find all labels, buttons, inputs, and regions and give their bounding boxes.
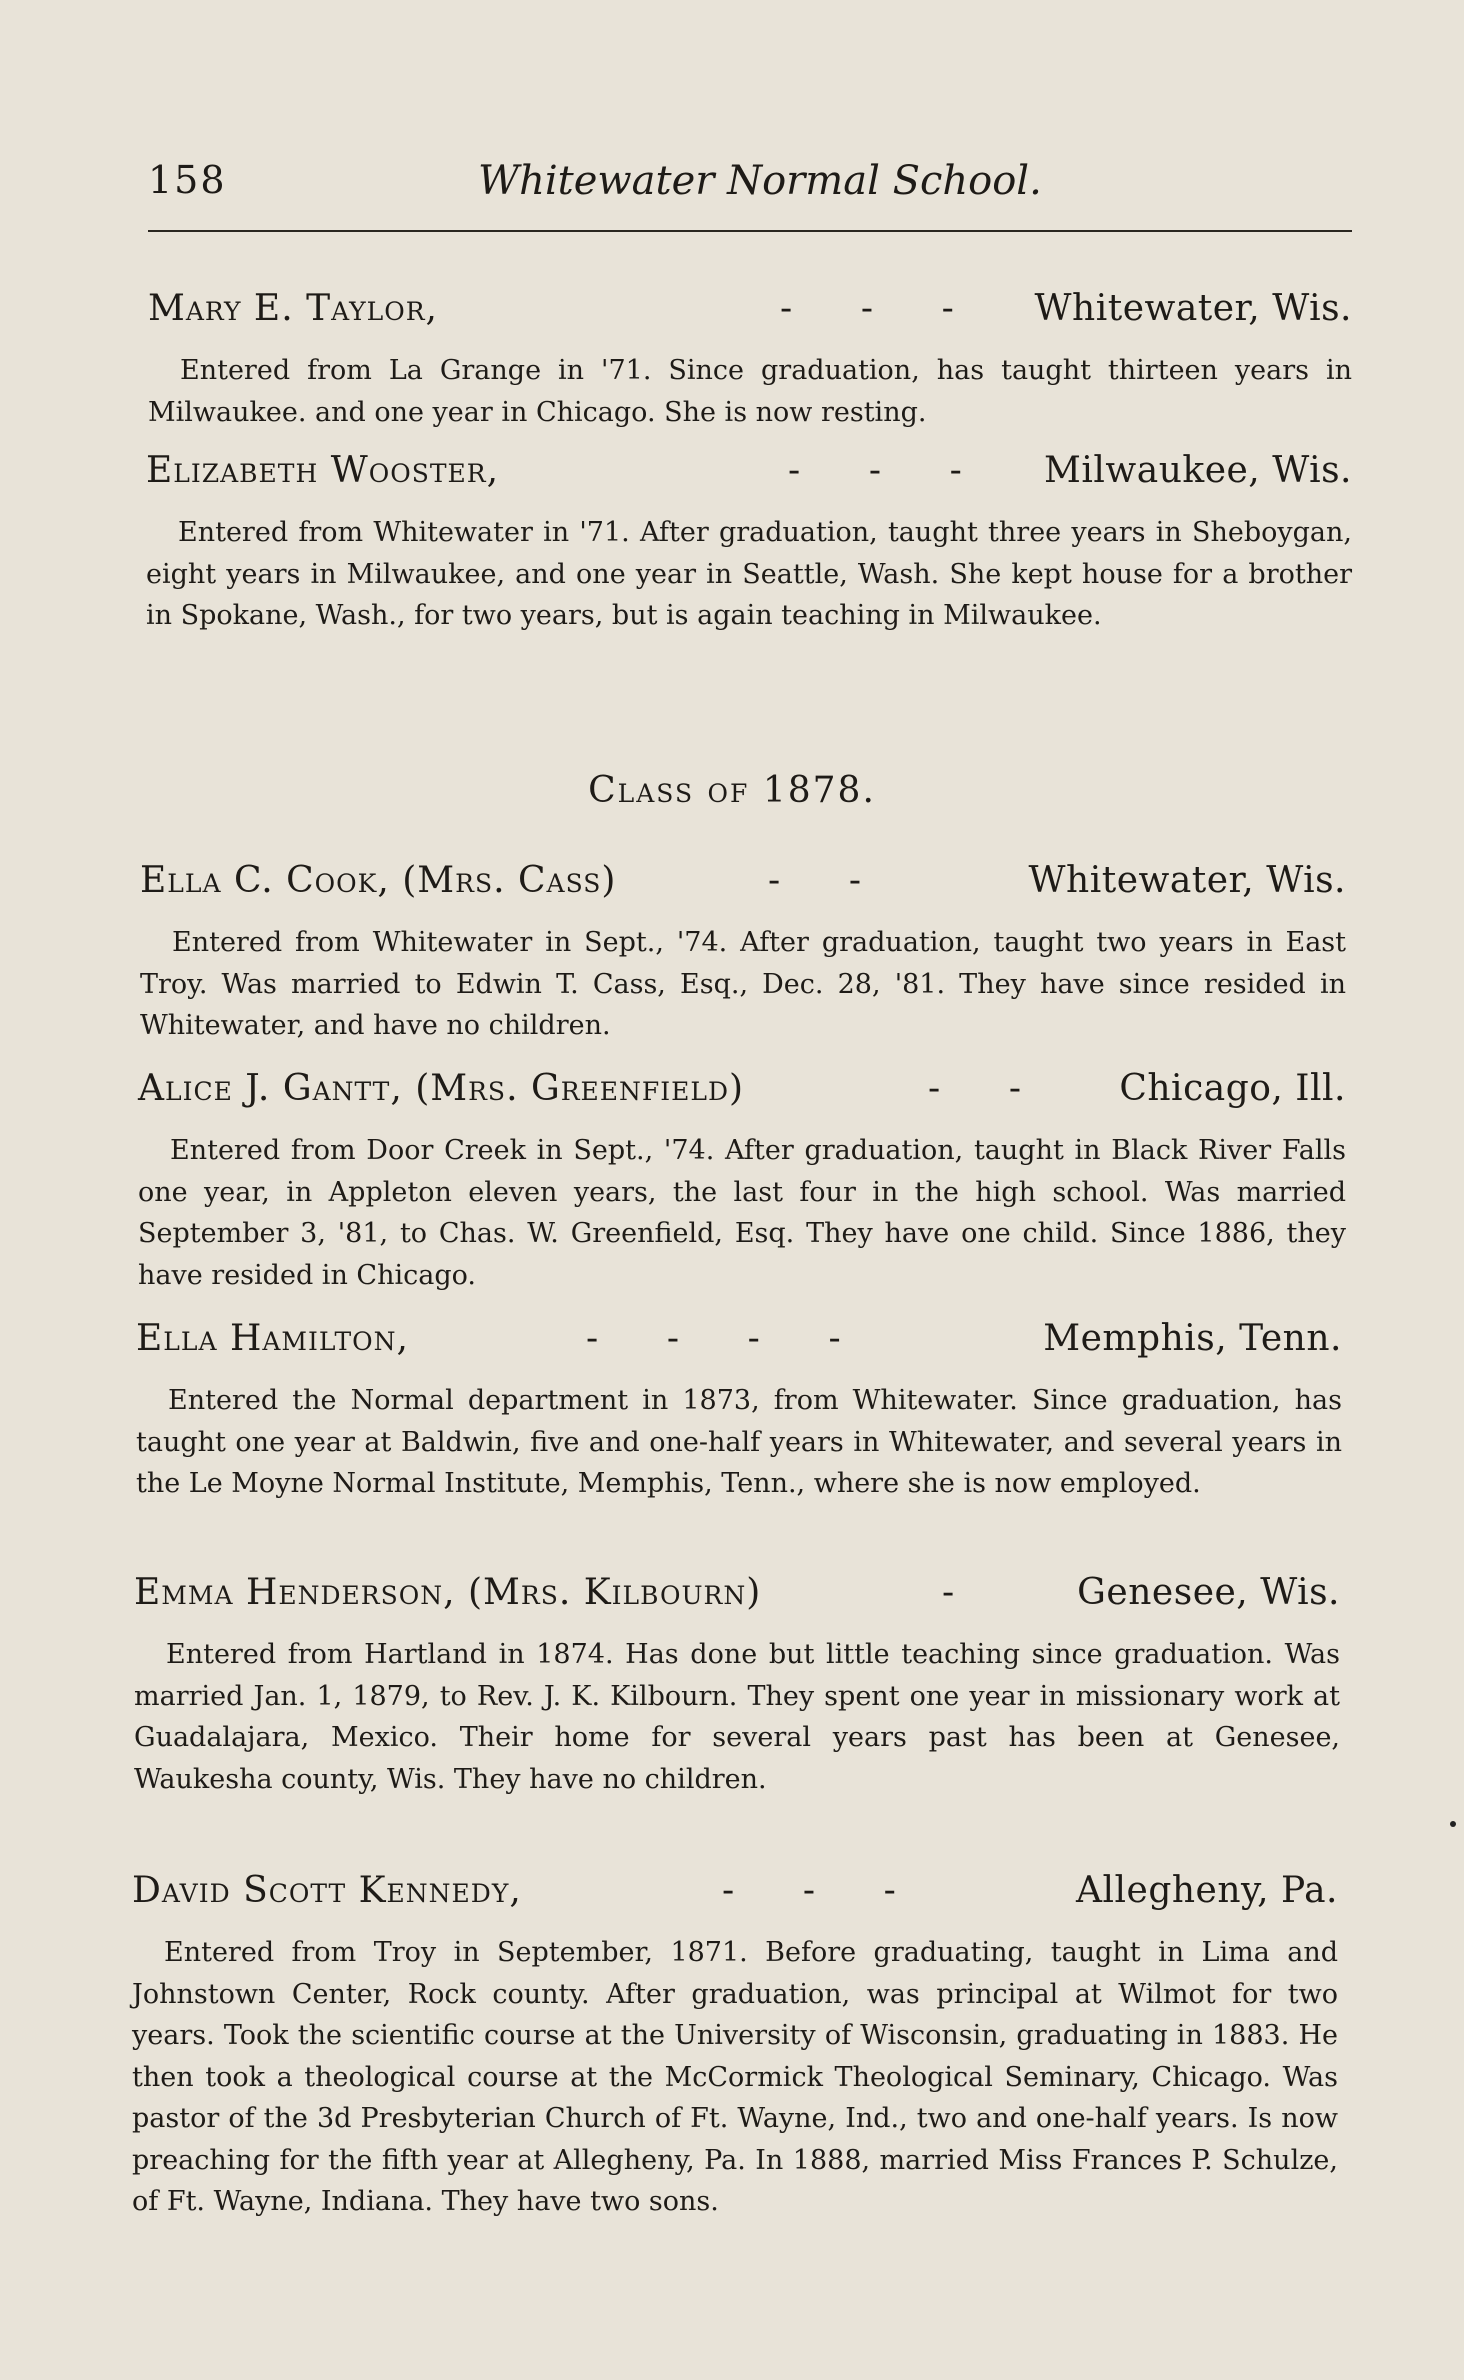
leader-dashes: -	[942, 1572, 955, 1613]
margin-speck	[1450, 1821, 1456, 1827]
alumni-residence: Chicago, Ill.	[1119, 1068, 1346, 1109]
alumni-entry	[136, 1318, 1342, 1505]
alumni-name: Mary E. Taylor,	[148, 288, 439, 329]
entry-heading	[132, 1870, 1338, 1922]
alumni-name: Alice J. Gantt, (Mrs. Greenfield)	[138, 1068, 745, 1109]
leader-dashes: - - -	[788, 450, 962, 491]
header-rule	[148, 230, 1352, 232]
entry-biography: Entered the Normal department in 1873, from Whitewater. Since graduation, has taught one year at Baldwin, five and one-half years in Whitewater, and several years in the Le Moyne Normal Institute, Memphis, Tenn., where she is now employed.	[136, 1385, 1342, 1499]
entry-biography: Entered from Door Creek in Sept., '74. After graduation, taught in Black River Falls one year, in Appleton eleven years, the last four in the high school. Was married September 3, '81, to Chas. W. Greenfield, Esq. They have one child. Since 1886, they have resided in Chicago.	[138, 1135, 1346, 1291]
entry-heading	[134, 1572, 1340, 1624]
alumni-entry	[148, 288, 1352, 433]
leader-dashes: - - - -	[586, 1318, 841, 1359]
alumni-residence: Whitewater, Wis.	[1034, 288, 1352, 329]
alumni-residence: Genesee, Wis.	[1077, 1572, 1340, 1613]
alumni-residence: Milwaukee, Wis.	[1044, 450, 1352, 491]
alumni-name: Emma Henderson, (Mrs. Kilbourn)	[134, 1572, 762, 1613]
alumni-name: Ella Hamilton,	[136, 1318, 409, 1359]
alumni-name: Ella C. Cook, (Mrs. Cass)	[140, 860, 617, 901]
alumni-residence: Whitewater, Wis.	[1028, 860, 1346, 901]
alumni-entry	[134, 1572, 1340, 1800]
entry-biography: Entered from La Grange in '71. Since graduation, has taught thirteen years in Milwaukee. and one year in Chicago. She is now resting.	[148, 355, 1352, 428]
leader-dashes: - -	[928, 1068, 1021, 1109]
alumni-entry	[146, 450, 1352, 637]
alumni-name: Elizabeth Wooster,	[146, 450, 500, 491]
entry-biography: Entered from Hartland in 1874. Has done but little teaching since graduation. Was married Jan. 1, 1879, to Rev. J. K. Kilbourn. They spent one year in missionary work at Guadalajara, Mexico. Their home for several years past has been at Genesee, Waukesha county, Wis. They have no children.	[134, 1639, 1340, 1795]
entry-heading	[140, 860, 1346, 912]
entry-biography: Entered from Troy in September, 1871. Before graduating, taught in Lima and Johnstown Center, Rock county. After graduation, was principal at Wilmot for two years. Took the scientific course at the University of Wisconsin, graduating in 1883. He then took a theological course at the McCormick Theological Seminary, Chicago. Was pastor of the 3d Presbyterian Church of Ft. Wayne, Ind., two and one-half years. Is now preaching for the fifth year at Allegheny, Pa. In 1888, married Miss Frances P. Schulze, of Ft. Wayne, Indiana. They have two sons.	[132, 1937, 1338, 2217]
leader-dashes: - -	[768, 860, 861, 901]
entry-biography: Entered from Whitewater in '71. After graduation, taught three years in Sheboygan, eight years in Milwaukee, and one year in Seattle, Wash. She kept house for a brother in Spokane, Wash., for two years, but is again teaching in Milwaukee.	[146, 517, 1352, 631]
leader-dashes: - - -	[722, 1870, 896, 1911]
entry-biography: Entered from Whitewater in Sept., '74. After graduation, taught two years in East Troy. Was married to Edwin T. Cass, Esq., Dec. 28, '81. They have since resided in Whitewater, and have no children.	[140, 927, 1346, 1041]
alumni-name: David Scott Kennedy,	[132, 1870, 522, 1911]
alumni-residence: Allegheny, Pa.	[1075, 1870, 1338, 1911]
alumni-residence: Memphis, Tenn.	[1043, 1318, 1342, 1359]
running-title: Whitewater Normal School.	[478, 158, 1042, 204]
class-heading: Class of 1878.	[588, 770, 876, 811]
alumni-entry	[132, 1870, 1338, 2223]
leader-dashes: - - -	[780, 288, 954, 329]
entry-heading	[146, 450, 1352, 502]
page-header	[148, 158, 1352, 218]
entry-heading	[148, 288, 1352, 340]
entry-heading	[138, 1068, 1346, 1120]
alumni-entry	[138, 1068, 1346, 1296]
entry-heading	[136, 1318, 1342, 1370]
page-number: 158	[148, 158, 227, 202]
alumni-entry	[140, 860, 1346, 1047]
